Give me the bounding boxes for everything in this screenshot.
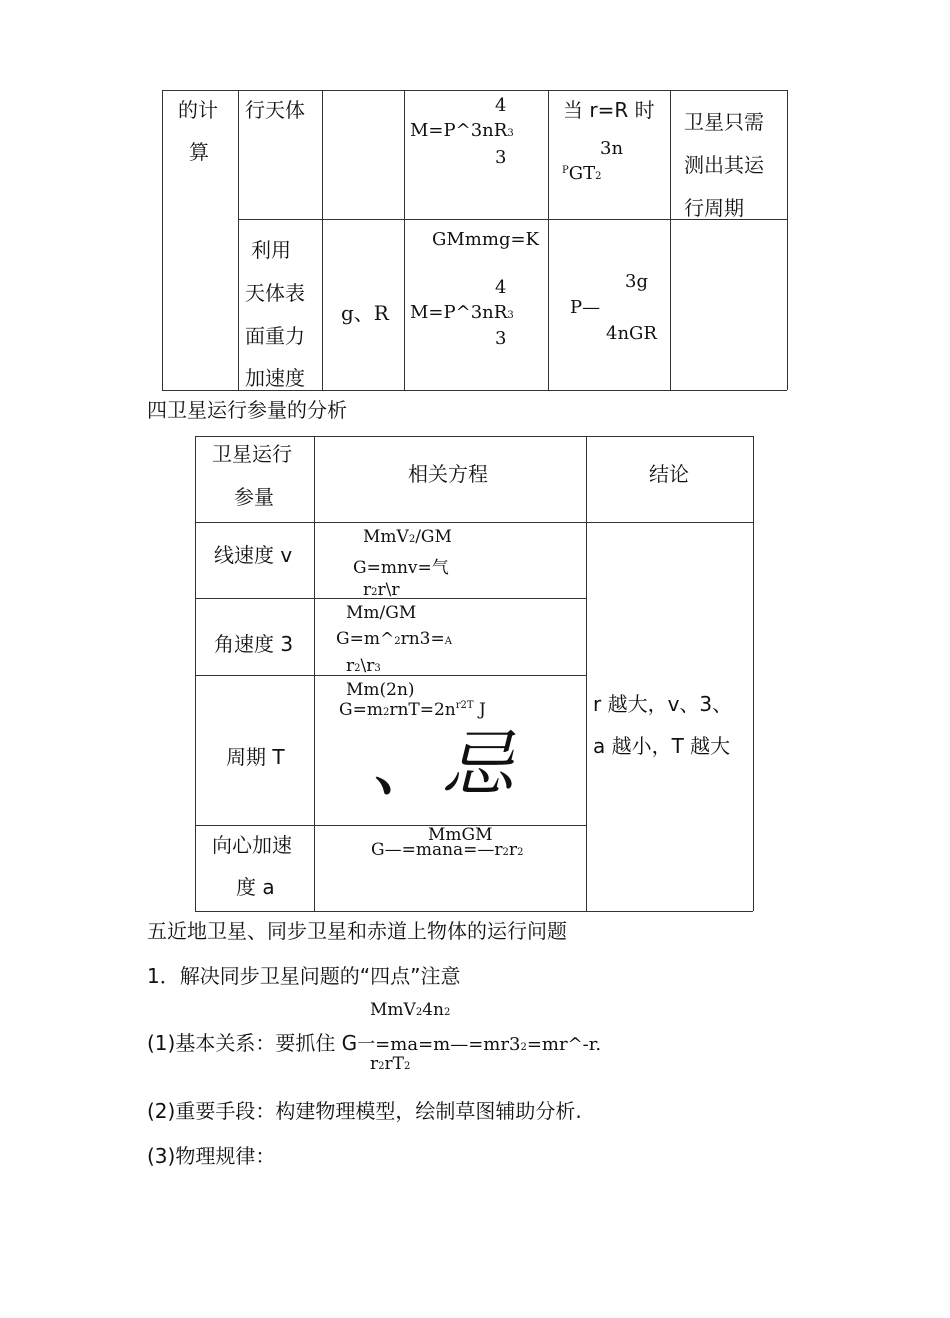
- row1-note-line3: 行周期: [684, 196, 744, 220]
- header-equation: 相关方程: [408, 462, 488, 486]
- row1-note-line1: 卫星只需: [684, 110, 764, 134]
- row2-density-formula: P—: [570, 297, 601, 318]
- row2-mass-formula: M=P^3nR3: [410, 302, 514, 323]
- accel-eq-line1: MmGM: [428, 825, 493, 845]
- row1-density-formula: $^P$GT2: [562, 163, 602, 184]
- conclusion-line1: r 越大，v、3、: [593, 692, 733, 716]
- formula-top: MmV24n2: [370, 1000, 451, 1020]
- velocity-eq-line3: r2r\r: [363, 580, 400, 600]
- formula-bottom: r2rT2: [370, 1054, 411, 1074]
- row1-mass-bottom: 3: [495, 147, 507, 168]
- item-3: (3)物理规律：: [147, 1144, 276, 1168]
- row2-method-line2: 天体表: [245, 281, 305, 305]
- item-1-heading: 1．解决同步卫星问题的“四点”注意: [147, 964, 461, 988]
- row2-method-line3: 面重力: [245, 324, 305, 348]
- velocity-eq-line1: MmV2/GM: [363, 527, 452, 547]
- label-accel-line1: 向心加速: [212, 833, 292, 857]
- row1-density-numerator: 3n: [600, 138, 624, 159]
- row1-mass-top: 4: [495, 95, 507, 116]
- section-4-heading: 四卫星运行参量的分析: [147, 398, 347, 422]
- label-period: 周期 T: [226, 745, 285, 769]
- row2-equation: GMmmg=K: [432, 229, 539, 250]
- row2-method-line4: 加速度: [245, 366, 305, 390]
- row2-density-denominator: 4nGR: [606, 323, 657, 344]
- label-velocity: 线速度 v: [214, 543, 293, 567]
- angular-eq-line3: r2\r3: [346, 656, 381, 676]
- accel-eq-line2: G—=mana=—r2r2: [371, 840, 524, 860]
- label-angular-velocity: 角速度 3: [214, 632, 294, 656]
- header-conclusion: 结论: [649, 462, 689, 486]
- header-param-line1: 卫星运行: [212, 442, 292, 466]
- row2-mass-bottom: 3: [495, 328, 507, 349]
- scan-artifact-glyph: 、忌: [370, 722, 515, 806]
- angular-eq-line2: G=m^2rn3=A: [336, 629, 452, 649]
- row2-known-quantities: g、R: [341, 301, 389, 325]
- section-5-heading: 五近地卫星、同步卫星和赤道上物体的运行问题: [147, 919, 567, 943]
- header-param-line2: 参量: [234, 485, 274, 509]
- formula-main-line: (1)基本关系：要抓住 G一=ma=m—=mr32=mr^-r.: [147, 1031, 602, 1055]
- category-text-line1: 的计: [178, 98, 218, 122]
- row1-note-line2: 测出其运: [684, 153, 764, 177]
- row1-density-condition: 当 r=R 时: [563, 98, 655, 122]
- conclusion-line2: a 越小，T 越大: [593, 734, 731, 758]
- row2-mass-top: 4: [495, 277, 507, 298]
- row2-method-line1: 利用: [251, 238, 291, 262]
- angular-eq-line1: Mm/GM: [346, 603, 417, 623]
- row2-density-numerator: 3g: [625, 271, 648, 292]
- period-eq-line2: $G=m2rnT=2n^{r2T}$ J: [339, 700, 486, 720]
- row1-method: 行天体: [245, 98, 305, 122]
- row1-mass-formula: M=P^3nR3: [410, 120, 514, 141]
- item-2: (2)重要手段：构建物理模型，绘制草图辅助分析.: [147, 1099, 582, 1123]
- velocity-eq-line2: G=mnv=气: [353, 558, 449, 578]
- category-text-line2: 算: [189, 140, 209, 164]
- period-eq-line1: Mm(2n): [346, 680, 415, 700]
- label-accel-line2: 度 a: [236, 875, 275, 899]
